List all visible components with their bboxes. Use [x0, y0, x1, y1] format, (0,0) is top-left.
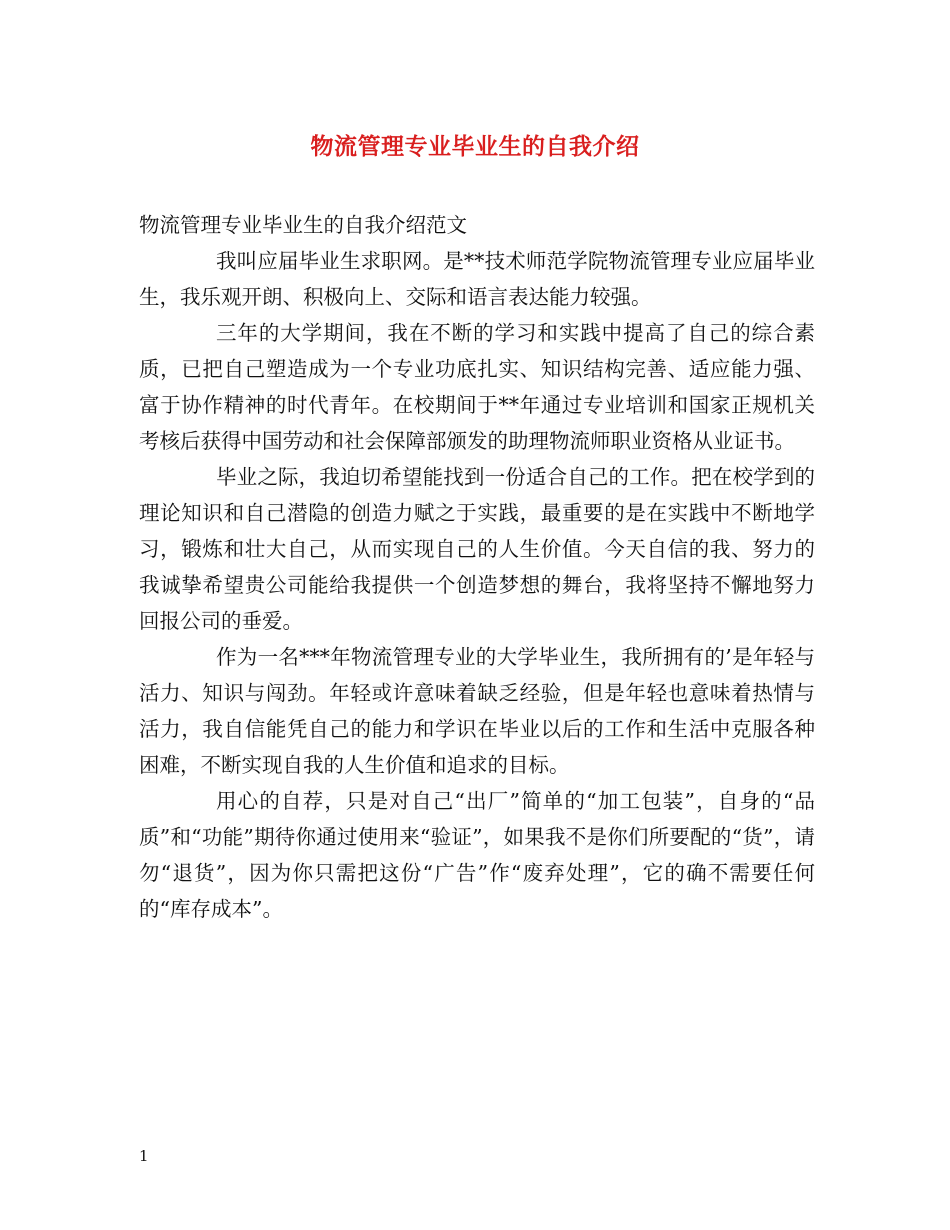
document-subtitle: 物流管理专业毕业生的自我介绍范文	[139, 213, 467, 237]
paragraph-3: 毕业之际，我迫切希望能找到一份适合自己的工作。把在校学到的理论知识和自己潜隐的创造力赋之于实践，最重要的是在实践中不断地学习，锻炼和壮大自己，从而实现自己的人生价值。今天自信的我、努力的我诚挚希望贵公司能给我提供一个创造梦想的舞台，我将坚持不懈地努力回报公司的垂爱。	[139, 465, 815, 633]
page-number: 1	[139, 1147, 149, 1165]
paragraph-4: 作为一名***年物流管理专业的大学毕业生，我所拥有的’是年轻与活力、知识与闯劲。年轻或许意味着缺乏经验，但是年轻也意味着热情与活力，我自信能凭自己的能力和学识在毕业以后的工作和生活中克服各种困难，不断实现自我的人生价值和追求的目标。	[139, 645, 815, 777]
document-title: 物流管理专业毕业生的自我介绍	[310, 133, 640, 160]
paragraph-1: 我叫应届毕业生求职网。是**技术师范学院物流管理专业应届毕业生，我乐观开朗、积极向上、交际和语言表达能力较强。	[139, 249, 815, 309]
document-body	[139, 207, 815, 927]
paragraph-5: 用心的自荐，只是对自己“出厂”简单的“加工包装”，自身的“品质”和“功能”期待你通过使用来“验证”，如果我不是你们所要配的“货”，请勿“退货”，因为你只需把这份“广告”作“废弃处理”，它的确不需要任何的“库存成本”。	[139, 789, 815, 921]
paragraph-2: 三年的大学期间，我在不断的学习和实践中提高了自己的综合素质，已把自己塑造成为一个专业功底扎实、知识结构完善、适应能力强、富于协作精神的时代青年。在校期间于**年通过专业培训和国家正规机关考核后获得中国劳动和社会保障部颁发的助理物流师职业资格从业证书。	[139, 321, 815, 453]
